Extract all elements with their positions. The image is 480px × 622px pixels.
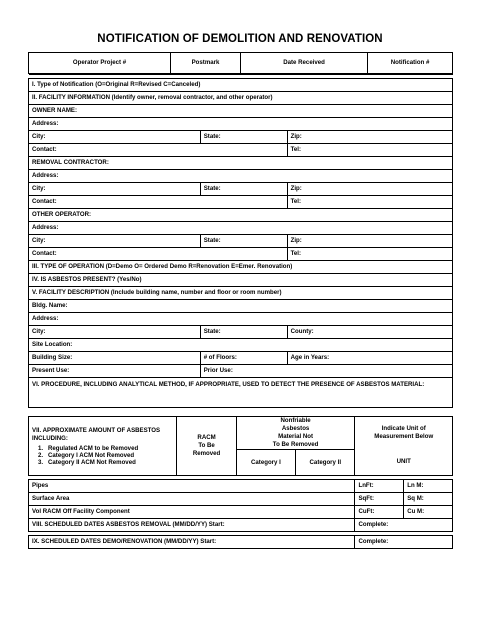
operator-contact-field[interactable]: Contact: — [29, 248, 288, 261]
owner-city-field[interactable]: City: — [29, 131, 201, 144]
demo-renovation-start-field[interactable]: IX. SCHEDULED DATES DEMO/RENOVATION (MM/DD/YY) Start: — [29, 536, 355, 549]
procedure-field[interactable]: VI. PROCEDURE, INCLUDING ANALYTICAL METHOD, IF APPROPRIATE, USED TO DETECT THE PRESENCE OF ASBESTOS MATERIAL: — [29, 378, 453, 408]
demo-renovation-complete-field[interactable]: Complete: — [355, 536, 453, 549]
type-of-operation-field[interactable]: III. TYPE OF OPERATION (D=Demo O= Ordered Demo R=Renovation E=Emer. Renovation) — [29, 261, 453, 274]
nonfriable-column-header: Nonfriable Asbestos Material Not To Be Removed — [236, 417, 355, 450]
building-size-field[interactable]: Building Size: — [29, 352, 201, 365]
surface-sqft-field[interactable]: SqFt: — [355, 493, 404, 506]
asbestos-present-field[interactable]: IV. IS ASBESTOS PRESENT? (Yes/No) — [29, 274, 453, 287]
facility-information-heading: II. FACILITY INFORMATION (Identify owner, removal contractor, and other operator) — [29, 92, 453, 105]
form-sheet — [28, 52, 453, 549]
operator-address-field[interactable]: Address: — [29, 222, 453, 235]
asbestos-removal-start-field[interactable]: VIII. SCHEDULED DATES ASBESTOS REMOVAL (MM/DD/YY) Start: — [29, 519, 355, 532]
age-field[interactable]: Age in Years: — [287, 352, 452, 365]
vol-cuft-field[interactable]: CuFt: — [355, 506, 404, 519]
asbestos-category-list — [38, 445, 173, 466]
floors-field[interactable]: # of Floors: — [200, 352, 287, 365]
bldg-name-field[interactable]: Bldg. Name: — [29, 300, 453, 313]
operator-tel-field[interactable]: Tel: — [287, 248, 452, 261]
list-item: 1. Regulated ACM to be Removed — [38, 444, 139, 452]
owner-name-field[interactable]: OWNER NAME: — [29, 105, 453, 118]
asbestos-amount-table — [28, 416, 453, 549]
list-item: 3. Category II ACM Not Removed — [38, 458, 136, 466]
contractor-city-field[interactable]: City: — [29, 183, 201, 196]
owner-contact-field[interactable]: Contact: — [29, 144, 288, 157]
present-use-field[interactable]: Present Use: — [29, 365, 201, 378]
prior-use-field[interactable]: Prior Use: — [200, 365, 452, 378]
owner-state-field[interactable]: State: — [200, 131, 287, 144]
table-row — [29, 493, 453, 506]
vol-cum-field[interactable]: Cu M: — [404, 506, 453, 519]
contractor-tel-field[interactable]: Tel: — [287, 196, 452, 209]
form-title: NOTIFICATION OF DEMOLITION AND RENOVATION — [97, 33, 383, 45]
contractor-zip-field[interactable]: Zip: — [287, 183, 452, 196]
contractor-address-field[interactable]: Address: — [29, 170, 453, 183]
category-2-header: Category II — [296, 450, 355, 476]
category-1-header: Category I — [236, 450, 295, 476]
owner-address-field[interactable]: Address: — [29, 118, 453, 131]
postmark-field[interactable]: Postmark — [171, 53, 241, 74]
facility-city-field[interactable]: City: — [29, 326, 201, 339]
table-row — [29, 480, 453, 493]
asbestos-removal-complete-field[interactable]: Complete: — [355, 519, 453, 532]
facility-table — [28, 74, 453, 408]
surface-area-field[interactable]: Surface Area — [29, 493, 355, 506]
other-operator-field[interactable]: OTHER OPERATOR: — [29, 209, 453, 222]
owner-zip-field[interactable]: Zip: — [287, 131, 452, 144]
facility-address-field[interactable]: Address: — [29, 313, 453, 326]
unit-measurement-header: Indicate Unit of Measurement Below — [355, 417, 453, 450]
list-item: 2. Category I ACM Not Removed — [38, 451, 135, 459]
type-of-notification-field[interactable]: I. Type of Notification (O=Original R=Revised C=Canceled) — [29, 79, 453, 92]
facility-county-field[interactable]: County: — [287, 326, 452, 339]
facility-description-heading: V. FACILITY DESCRIPTION (Include building name, number and floor or room number) — [29, 287, 453, 300]
operator-city-field[interactable]: City: — [29, 235, 201, 248]
site-location-field[interactable]: Site Location: — [29, 339, 453, 352]
pipes-field[interactable]: Pipes — [29, 480, 355, 493]
pipes-lnm-field[interactable]: Ln M: — [404, 480, 453, 493]
pipes-lnft-field[interactable]: LnFt: — [355, 480, 404, 493]
vol-racm-field[interactable]: Vol RACM Off Facility Component — [29, 506, 355, 519]
table-row — [29, 506, 453, 519]
notification-number-field[interactable]: Notification # — [368, 53, 453, 74]
racm-column-header: RACM To Be Removed — [177, 417, 236, 476]
header-table — [28, 52, 453, 74]
asbestos-amount-heading: VII. APPROXIMATE AMOUNT OF ASBESTOS INCLUDING: 1. Regulated ACM to be Removed 2. Category I ACM Not Removed 3. Category II ACM Not Removed — [29, 417, 177, 476]
owner-tel-field[interactable]: Tel: — [287, 144, 452, 157]
facility-state-field[interactable]: State: — [200, 326, 287, 339]
date-received-field[interactable]: Date Received — [240, 53, 367, 74]
operator-state-field[interactable]: State: — [200, 235, 287, 248]
surface-sqm-field[interactable]: Sq M: — [404, 493, 453, 506]
unit-header: UNIT — [355, 450, 453, 476]
removal-contractor-field[interactable]: REMOVAL CONTRACTOR: — [29, 157, 453, 170]
contractor-contact-field[interactable]: Contact: — [29, 196, 288, 209]
operator-project-field[interactable]: Operator Project # — [29, 53, 171, 74]
contractor-state-field[interactable]: State: — [200, 183, 287, 196]
operator-zip-field[interactable]: Zip: — [287, 235, 452, 248]
